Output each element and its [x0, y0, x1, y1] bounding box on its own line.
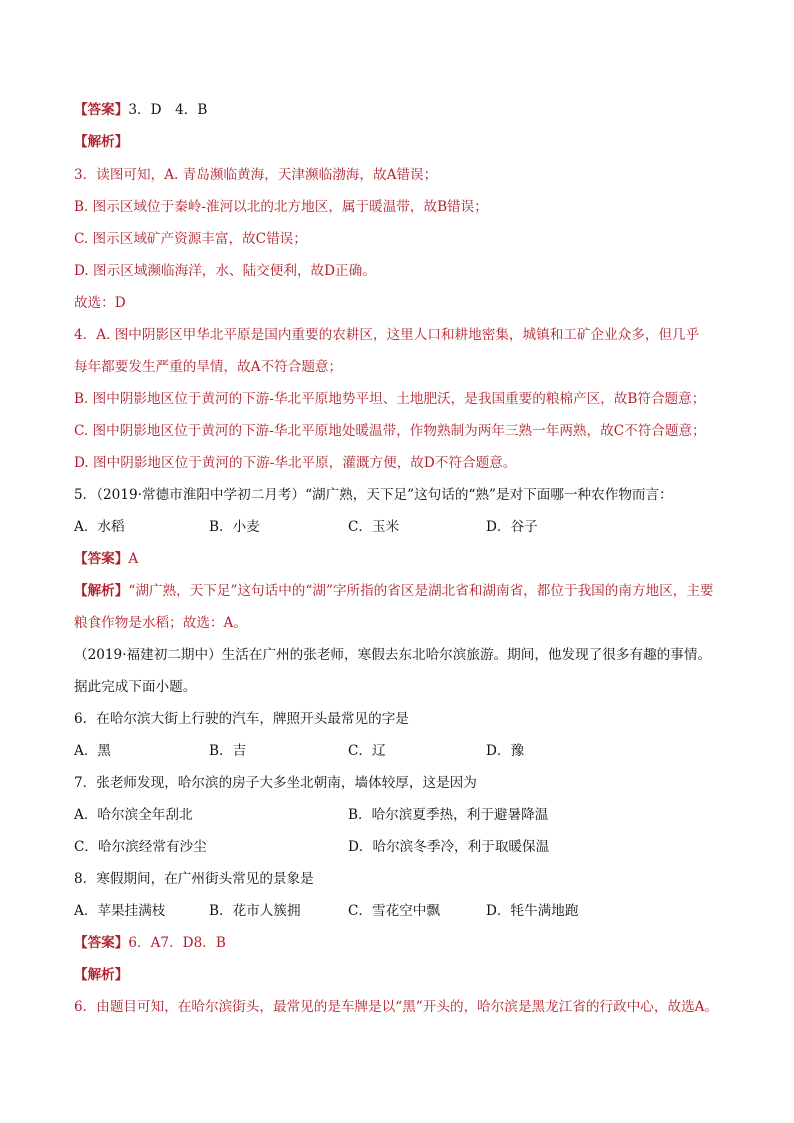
answer-tag: 【答案】 [74, 935, 129, 951]
option-d: D．豫 [486, 743, 525, 759]
analysis-line: C. 图示区域矿产资源丰富，故C错误； [74, 231, 307, 247]
analysis-tag: 【解析】 [74, 583, 129, 599]
analysis-line: B. 图中阴影地区位于黄河的下游-华北平原地势平坦、土地肥沃，是我国重要的粮棉产区，故B符合题意； [74, 391, 706, 407]
option-b: B．花市人簇拥 [209, 903, 301, 919]
option-b: B．哈尔滨夏季热，利于避暑降温 [348, 807, 549, 823]
option-c: C．雪花空中飘 [348, 903, 440, 919]
analysis-line: 故选：D [74, 295, 126, 311]
analysis-heading [74, 966, 128, 984]
question-intro: 据此完成下面小题。 [74, 679, 197, 695]
analysis-line: D. 图示区域濒临海洋，水、陆交便利，故D正确。 [74, 263, 376, 279]
answer-text: 6．A7．D8．B [128, 935, 226, 951]
answer-line [74, 550, 138, 568]
analysis-tag: 【解析】 [74, 134, 129, 150]
analysis-text: “湖广熟，天下足”这句话中的“湖”字所指的省区是湖北省和湖南省，都位于我国的南方地区，主要 [128, 583, 714, 599]
analysis-line [74, 582, 714, 600]
answer-tag: 【答案】 [74, 102, 129, 118]
option-c: C．辽 [348, 743, 386, 759]
option-a: A．水稻 [74, 519, 125, 535]
analysis-line: 每年都要发生严重的旱情，故A不符合题意； [74, 359, 343, 375]
option-d: D．谷子 [486, 519, 538, 535]
analysis-line: 3．读图可知，A. 青岛濒临黄海，天津濒临渤海，故A错误； [74, 167, 438, 183]
option-a: A．黑 [74, 743, 112, 759]
question-intro: （2019·福建初二期中）生活在广州的张老师，寒假去东北哈尔滨旅游。期间，他发现了很多有趣的事情。 [74, 647, 712, 663]
analysis-heading [74, 133, 128, 151]
option-c: C．玉米 [348, 519, 400, 535]
answer-tag: 【答案】 [74, 551, 129, 567]
option-d: D．哈尔滨冬季冷，利于取暖保温 [348, 839, 550, 855]
option-c: C．哈尔滨经常有沙尘 [74, 839, 207, 855]
answer-text: 3．D 4．B [128, 102, 208, 118]
analysis-tag: 【解析】 [74, 967, 129, 983]
answer-text: A [128, 551, 139, 567]
analysis-line: 4．A. 图中阴影区甲华北平原是国内重要的农耕区，这里人口和耕地密集，城镇和工矿企业众多，但几乎 [74, 327, 700, 343]
analysis-line: C. 图中阴影地区位于黄河的下游-华北平原地处暖温带，作物熟制为两年三熟一年两熟，故C不符合题意； [74, 423, 706, 439]
answer-line [74, 101, 207, 119]
question-6: 6．在哈尔滨大街上行驶的汽车，牌照开头最常见的字是 [74, 711, 409, 727]
question-5: 5．（2019·常德市淮阳中学初二月考）“湖广熟，天下足”这句话的“熟”是对下面哪一种农作物而言： [74, 487, 673, 503]
option-b: B．小麦 [209, 519, 260, 535]
question-7: 7．张老师发现，哈尔滨的房子大多坐北朝南，墙体较厚，这是因为 [74, 775, 477, 791]
option-a: A．苹果挂满枝 [74, 903, 166, 919]
analysis-line: 6．由题目可知，在哈尔滨街头，最常见的是车牌是以“黑”开头的，哈尔滨是黑龙江省的行政中心，故选A。 [74, 999, 719, 1015]
analysis-line: D. 图中阴影地区位于黄河的下游-华北平原，灌溉方便，故D不符合题意。 [74, 455, 517, 471]
question-8: 8．寒假期间，在广州街头常见的景象是 [74, 871, 314, 887]
option-a: A．哈尔滨全年刮北 [74, 807, 193, 823]
analysis-line: B. 图示区域位于秦岭-淮河以北的北方地区，属于暖温带，故B错误； [74, 199, 488, 215]
analysis-line: 粮食作物是水稻；故选：A。 [74, 615, 247, 631]
answer-line [74, 934, 226, 952]
option-d: D．牦牛满地跑 [486, 903, 579, 919]
option-b: B．吉 [209, 743, 247, 759]
